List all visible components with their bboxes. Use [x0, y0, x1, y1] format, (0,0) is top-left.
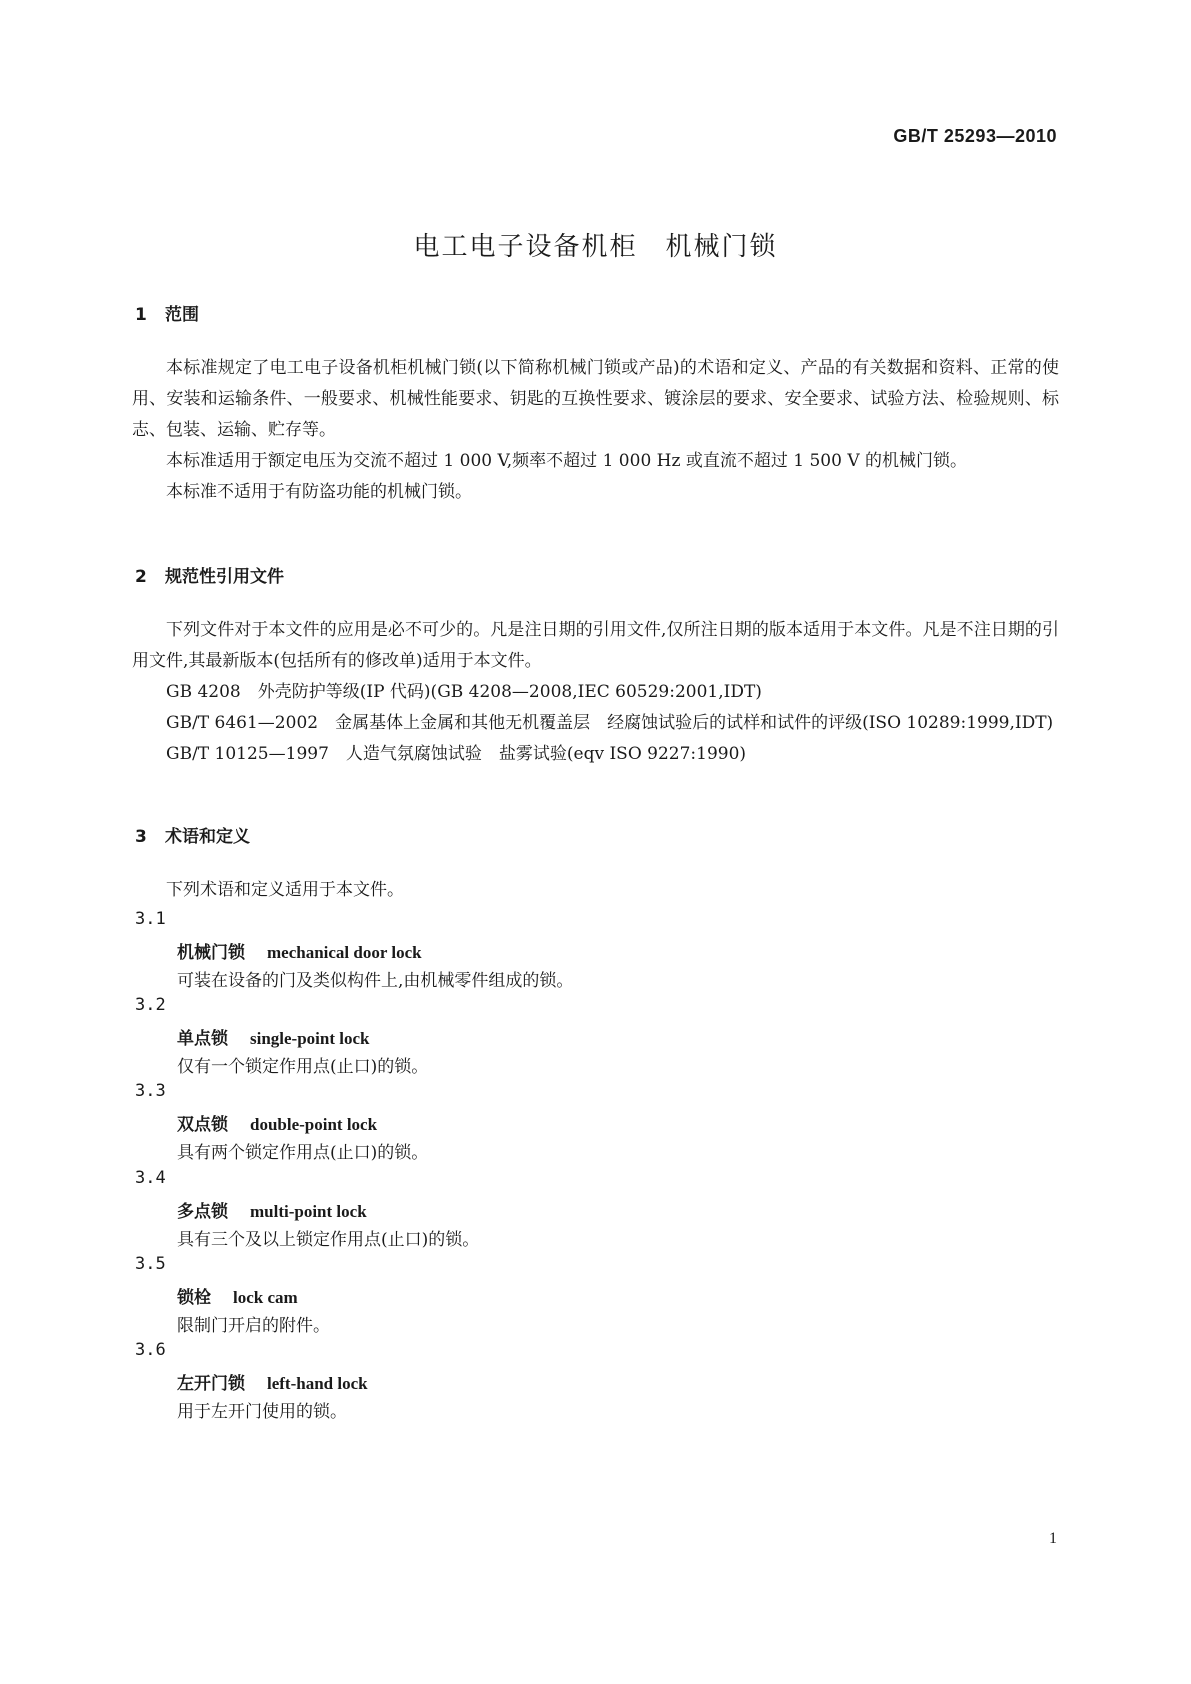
document-title: 电工电子设备机柜 机械门锁 — [413, 232, 778, 262]
section-number: 3 — [135, 827, 147, 847]
reference-item: GB 4208 外壳防护等级(IP 代码)(GB 4208—2008,IEC 60529:2001,IDT) — [166, 682, 762, 702]
term-name-zh: 机械门锁 — [177, 943, 245, 963]
term-definition: 用于左开门使用的锁。 — [177, 1402, 347, 1422]
term-name-en: lock cam — [233, 1288, 298, 1307]
paragraph: 本标准适用于额定电压为交流不超过 1 000 V,频率不超过 1 000 Hz 或直流不超过 1 500 V 的机械门锁。 — [166, 451, 967, 471]
page-number: 1 — [1049, 1530, 1057, 1547]
term-name — [177, 1197, 367, 1222]
term-name — [177, 1024, 370, 1049]
term-number: 3.3 — [135, 1081, 166, 1101]
term-name — [177, 1369, 368, 1394]
term-name-zh: 双点锁 — [177, 1115, 228, 1135]
term-name-zh: 单点锁 — [177, 1029, 228, 1049]
paragraph: 下列术语和定义适用于本文件。 — [166, 880, 404, 900]
term-name-zh: 左开门锁 — [177, 1374, 245, 1394]
term-number: 3.5 — [135, 1254, 166, 1274]
standard-code: GB/T 25293—2010 — [893, 126, 1057, 146]
term-name-en: left-hand lock — [267, 1374, 368, 1393]
reference-item: GB/T 6461—2002 金属基体上金属和其他无机覆盖层 经腐蚀试验后的试样和试件的评级(ISO 10289:1999,IDT) — [166, 713, 1054, 733]
term-name-zh: 多点锁 — [177, 1202, 228, 1222]
paragraph: 本标准规定了电工电子设备机柜机械门锁(以下简称机械门锁或产品)的术语和定义、产品的有关数据和资料、正常的使用、安装和运输条件、一般要求、机械性能要求、钥匙的互换性要求、镀涂层的要求、安全要求、试验方法、检验规则、标志、包装、运输、贮存等。 — [132, 358, 1059, 440]
term-definition: 限制门开启的附件。 — [177, 1316, 330, 1336]
term-definition: 具有三个及以上锁定作用点(止口)的锁。 — [177, 1230, 480, 1250]
term-definition: 仅有一个锁定作用点(止口)的锁。 — [177, 1057, 429, 1077]
term-number: 3.2 — [135, 995, 166, 1015]
term-name-en: mechanical door lock — [267, 943, 422, 962]
term-name-en: single-point lock — [250, 1029, 370, 1048]
term-name-en: multi-point lock — [250, 1202, 367, 1221]
term-name — [177, 938, 422, 963]
section-body-scope — [132, 353, 1059, 508]
section-body-normative-references — [132, 615, 1059, 770]
term-number: 3.6 — [135, 1340, 166, 1360]
section-intro — [132, 875, 1059, 906]
section-title: 范围 — [165, 305, 199, 325]
section-number: 2 — [135, 567, 147, 587]
term-name-en: double-point lock — [250, 1115, 378, 1134]
term-definition: 可装在设备的门及类似构件上,由机械零件组成的锁。 — [177, 971, 574, 991]
term-definition: 具有两个锁定作用点(止口)的锁。 — [177, 1143, 429, 1163]
term-name — [177, 1110, 377, 1135]
term-name — [177, 1283, 298, 1308]
term-number: 3.1 — [135, 909, 166, 929]
term-number: 3.4 — [135, 1168, 166, 1188]
term-name-zh: 锁栓 — [177, 1288, 211, 1308]
section-title: 术语和定义 — [165, 827, 250, 847]
reference-item: GB/T 10125—1997 人造气氛腐蚀试验 盐雾试验(eqv ISO 9227:1990) — [166, 744, 747, 764]
section-title: 规范性引用文件 — [165, 567, 284, 587]
paragraph: 本标准不适用于有防盗功能的机械门锁。 — [166, 482, 472, 502]
paragraph: 下列文件对于本文件的应用是必不可少的。凡是注日期的引用文件,仅所注日期的版本适用于本文件。凡是不注日期的引用文件,其最新版本(包括所有的修改单)适用于本文件。 — [132, 620, 1059, 671]
section-heading-normative-references — [135, 562, 284, 587]
section-heading-terms-definitions — [135, 822, 250, 847]
section-heading-scope — [135, 300, 199, 325]
section-number: 1 — [135, 305, 147, 325]
